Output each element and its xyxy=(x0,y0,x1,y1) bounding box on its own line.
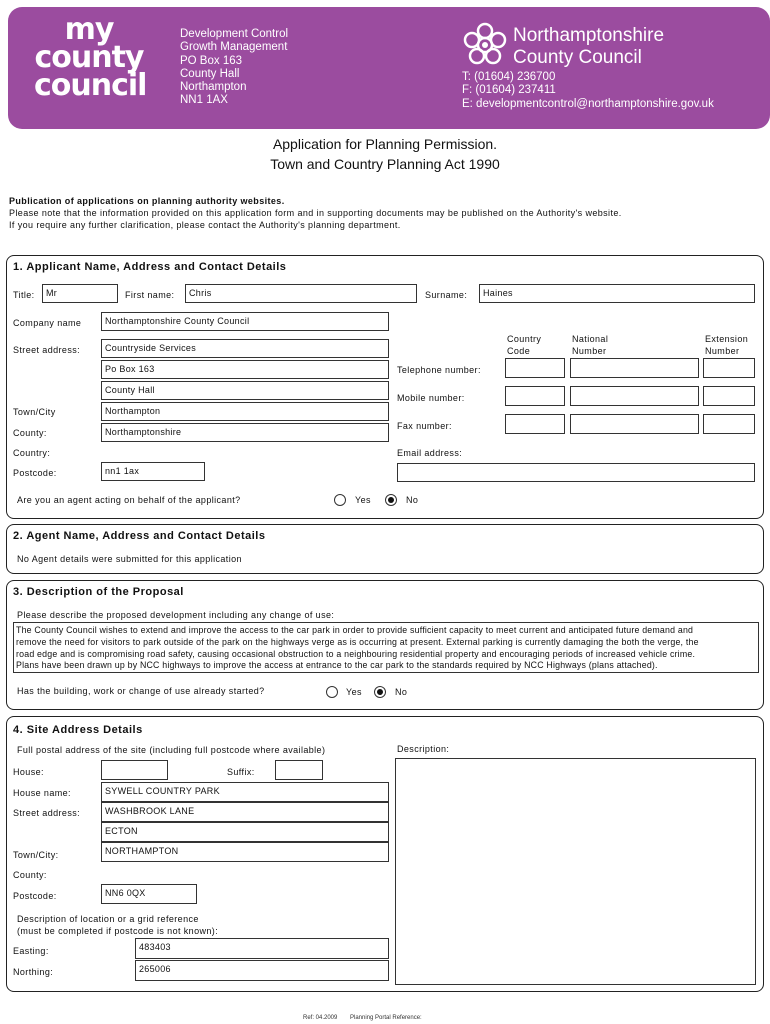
county-label: County: xyxy=(13,428,47,438)
address-line: Development Control xyxy=(180,28,289,40)
address-line: County Hall xyxy=(180,67,240,80)
planning-portal-reference: Planning Portal Reference: xyxy=(350,1015,422,1021)
site-town-field[interactable]: NORTHAMPTON xyxy=(101,842,389,862)
street-address-label: Street address: xyxy=(13,345,81,355)
proposal-line: remove the need for visitors to park outside of the park on the highways verge as is occurring at present. External parking is currently damaging the both the verge, the xyxy=(16,636,699,647)
form-reference: Ref: 04.2009 xyxy=(303,1015,338,1021)
national-number-heading-2: Number xyxy=(572,346,607,356)
first-name-label: First name: xyxy=(125,290,175,300)
agent-question: Are you an agent acting on behalf of the applicant? xyxy=(17,495,241,505)
fax-extension-field[interactable] xyxy=(703,414,755,434)
country-code-heading-1: Country xyxy=(507,334,542,344)
site-county-label: County: xyxy=(13,870,47,880)
address-line: NN1 1AX xyxy=(180,94,228,107)
agent-yes-radio[interactable] xyxy=(334,494,346,506)
suffix-field[interactable] xyxy=(275,760,323,780)
publication-note-1: Please note that the information provided on this application form and in supporting documents may be published on the Authority's website. xyxy=(9,208,622,218)
country-code-heading-2: Code xyxy=(507,346,531,356)
email-field[interactable] xyxy=(397,463,755,482)
applicant-section-title: 1. Applicant Name, Address and Contact Details xyxy=(13,261,287,273)
first-name-field[interactable]: Chris xyxy=(185,284,417,303)
site-street-line-2[interactable]: ECTON xyxy=(101,822,389,842)
extension-heading-1: Extension xyxy=(705,334,749,344)
company-name-field[interactable]: Northamptonshire County Council xyxy=(101,312,389,331)
town-city-field[interactable]: Northampton xyxy=(101,402,389,421)
site-description-label: Description: xyxy=(397,744,450,754)
easting-label: Easting: xyxy=(13,946,49,956)
started-no-radio[interactable] xyxy=(374,686,386,698)
fax-number-field[interactable] xyxy=(570,414,699,434)
fax-label: Fax number: xyxy=(397,421,452,431)
site-address-prompt: Full postal address of the site (including full postcode where available) xyxy=(17,745,326,755)
site-description-field[interactable] xyxy=(395,758,756,985)
started-yes-label: Yes xyxy=(346,687,362,697)
proposal-section-title: 3. Description of the Proposal xyxy=(13,586,184,598)
site-postcode-label: Postcode: xyxy=(13,891,57,901)
mobile-extension-field[interactable] xyxy=(703,386,755,406)
northing-field[interactable]: 265006 xyxy=(135,960,389,981)
proposal-line: Plans have been drawn up by NCC highways to improve the access at entrance to the car park to the standards required by NCC Highways (plans attached). xyxy=(16,660,658,671)
council-name-line: Northamptonshire xyxy=(513,25,665,46)
telephone-extension-field[interactable] xyxy=(703,358,755,378)
agent-yes-label: Yes xyxy=(355,495,371,505)
site-street-label: Street address: xyxy=(13,808,81,818)
address-line: Growth Management xyxy=(180,41,288,54)
logo-line-2: county xyxy=(34,40,144,75)
publication-note-2: If you require any further clarification, please contact the Authority's planning department. xyxy=(9,220,401,230)
street-address-line-3[interactable]: County Hall xyxy=(101,381,389,400)
work-started-question: Has the building, work or change of use already started? xyxy=(17,686,265,696)
telephone-country-code-field[interactable] xyxy=(505,358,565,378)
council-contact-details xyxy=(462,71,714,111)
form-title-line-2: Town and Country Planning Act 1990 xyxy=(270,156,500,172)
mobile-number-field[interactable] xyxy=(570,386,699,406)
email-label: Email address: xyxy=(397,448,463,458)
address-line: Northampton xyxy=(180,81,247,94)
proposal-description-field[interactable] xyxy=(13,622,759,673)
rose-crest-icon xyxy=(461,22,509,68)
telephone-number-field[interactable] xyxy=(570,358,699,378)
fax-country-code-field[interactable] xyxy=(505,414,565,434)
email-line: E: developmentcontrol@northamptonshire.gov.uk xyxy=(462,97,714,110)
street-address-line-1[interactable]: Countryside Services xyxy=(101,339,389,358)
surname-field[interactable]: Haines xyxy=(479,284,755,303)
easting-field[interactable]: 483403 xyxy=(135,938,389,959)
extension-heading-2: Number xyxy=(705,346,740,356)
suffix-label: Suffix: xyxy=(227,767,255,777)
agent-none-note: No Agent details were submitted for this application xyxy=(17,554,242,564)
county-field[interactable]: Northamptonshire xyxy=(101,423,389,442)
site-street-line-1[interactable]: WASHBROOK LANE xyxy=(101,802,389,822)
national-number-heading-1: National xyxy=(572,334,609,344)
council-postal-address xyxy=(180,28,288,108)
agent-no-radio[interactable] xyxy=(385,494,397,506)
logo-line-3: council xyxy=(34,68,147,103)
town-city-label: Town/City xyxy=(13,407,56,417)
telephone-label: Telephone number: xyxy=(397,365,481,375)
northamptonshire-county-council-name xyxy=(513,25,664,69)
proposal-prompt: Please describe the proposed development including any change of use: xyxy=(17,610,335,620)
fax-line: F: (01604) 237411 xyxy=(462,84,556,97)
mobile-country-code-field[interactable] xyxy=(505,386,565,406)
house-name-field[interactable]: SYWELL COUNTRY PARK xyxy=(101,782,389,802)
street-address-line-2[interactable]: Po Box 163 xyxy=(101,360,389,379)
surname-label: Surname: xyxy=(425,290,468,300)
publication-heading: Publication of applications on planning authority websites. xyxy=(9,196,285,206)
location-note-1: Description of location or a grid reference xyxy=(17,914,199,924)
proposal-line: road edge and is compromising road safety, causing occasional obstruction to a neighbouring residential property and encouraging periods of increased vehicle crime. xyxy=(16,648,696,659)
mobile-label: Mobile number: xyxy=(397,393,465,403)
location-note-2: (must be completed if postcode is not known): xyxy=(17,926,219,936)
company-name-label: Company name xyxy=(13,318,82,328)
proposal-line: The County Council wishes to extend and improve the access to the car park in order to provide sufficient capacity to meet current and anticipated future demand and xyxy=(16,625,694,635)
agent-section-title: 2. Agent Name, Address and Contact Details xyxy=(13,530,266,542)
form-title-line-1: Application for Planning Permission. xyxy=(272,136,498,152)
telephone-line: T: (01604) 236700 xyxy=(462,71,556,83)
address-line: PO Box 163 xyxy=(180,54,243,67)
agent-no-label: No xyxy=(406,495,419,505)
title-field[interactable]: Mr xyxy=(42,284,118,303)
started-no-label: No xyxy=(395,687,408,697)
council-name-line: County Council xyxy=(513,47,642,68)
house-field[interactable] xyxy=(101,760,168,780)
site-postcode-field[interactable]: NN6 0QX xyxy=(101,884,197,904)
postcode-label: Postcode: xyxy=(13,468,57,478)
my-county-council-logo xyxy=(34,12,147,103)
postcode-field[interactable]: nn1 1ax xyxy=(101,462,205,481)
title-label: Title: xyxy=(13,290,35,300)
northing-label: Northing: xyxy=(13,967,54,977)
site-town-label: Town/City: xyxy=(13,850,59,860)
house-name-label: House name: xyxy=(13,788,71,798)
started-yes-radio[interactable] xyxy=(326,686,338,698)
site-section-title: 4. Site Address Details xyxy=(13,724,143,736)
house-label: House: xyxy=(13,767,44,777)
logo-line-1: my xyxy=(64,12,114,47)
country-label: Country: xyxy=(13,448,51,458)
